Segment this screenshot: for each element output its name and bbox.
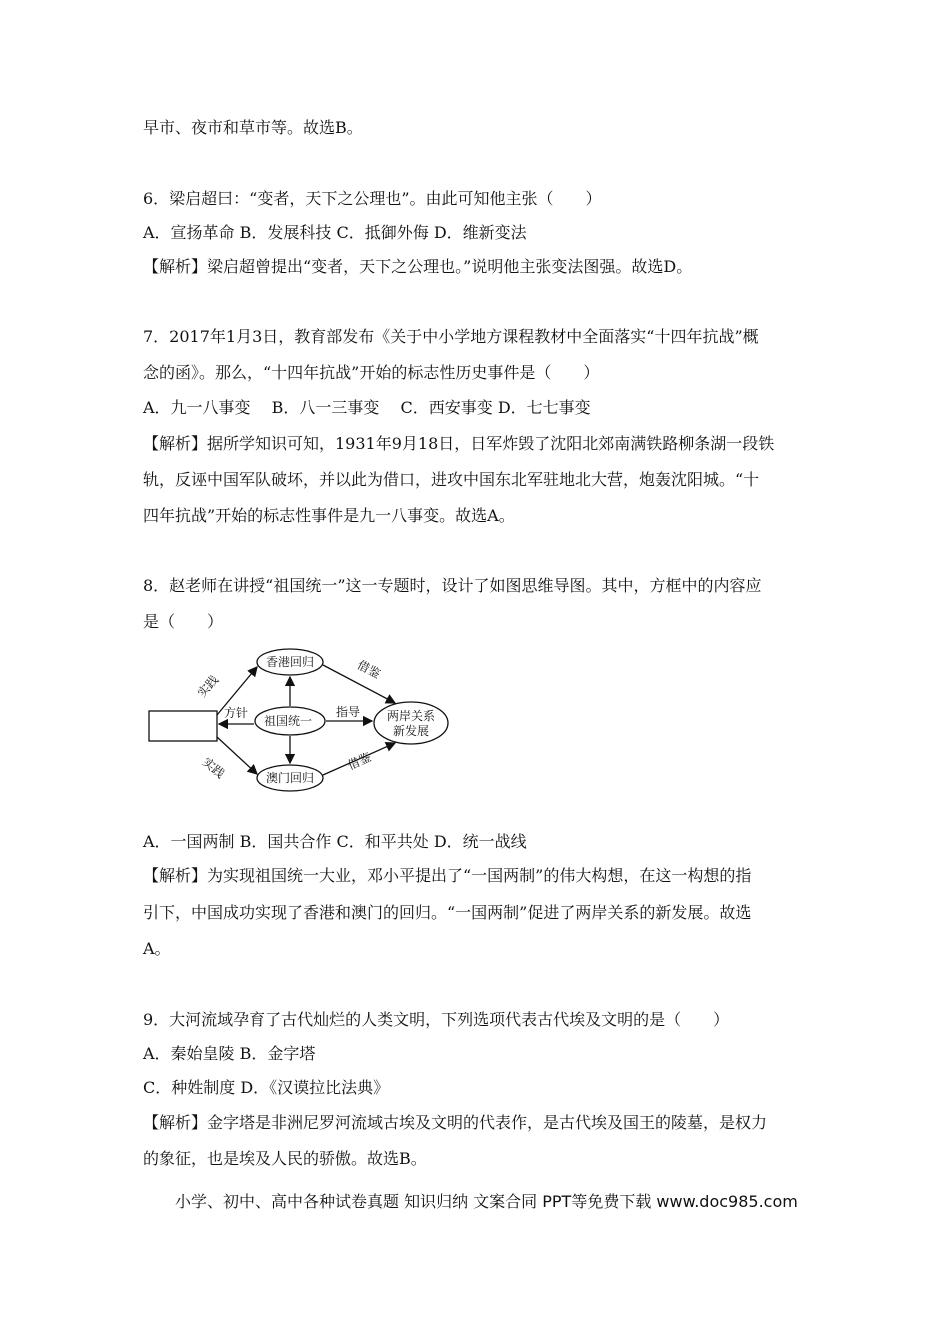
label-practice-top: 实践 <box>194 672 222 700</box>
page-footer: 小学、初中、高中各种试卷真题 知识归纳 文案合同 PPT等免费下载 www.doc985.com <box>175 1192 798 1211</box>
answer-box <box>149 711 217 741</box>
label-center: 祖国统一 <box>263 714 313 728</box>
question-6-stem: 6．梁启超曰：“变者，天下之公理也”。由此可知他主张（ ） <box>143 189 602 208</box>
question-7-options: A．九一八事变 B．八一三事变 C．西安事变 D．七七事变 <box>143 398 591 417</box>
label-macau: 澳门回归 <box>265 771 315 785</box>
label-policy: 方针 <box>223 706 249 720</box>
label-practice-bottom: 实践 <box>199 754 228 782</box>
question-6-analysis: 【解析】梁启超曾提出“变者，天下之公理也。”说明他主张变法图强。故选D。 <box>143 257 693 276</box>
question-8-analysis: A。 <box>143 939 171 958</box>
question-7-stem: 念的函》。那么，“十四年抗战”开始的标志性历史事件是（ ） <box>143 363 600 382</box>
label-reference-top: 借鉴 <box>354 657 383 682</box>
question-7-analysis: 四年抗战”开始的标志性事件是九一八事变。故选A。 <box>143 506 515 525</box>
question-8-analysis: 【解析】为实现祖国统一大业，邓小平提出了“一国两制”的伟大构想，在这一构想的指 <box>143 866 752 885</box>
label-guide: 指导 <box>335 705 361 719</box>
mind-map-diagram <box>143 645 483 815</box>
question-8-stem: 8．赵老师在讲授“祖国统一”这一专题时，设计了如图思维导图。其中，方框中的内容应 <box>143 576 762 595</box>
question-9-analysis: 【解析】金字塔是非洲尼罗河流域古埃及文明的代表作，是古代埃及国王的陵墓，是权力 <box>143 1113 768 1132</box>
question-7-analysis: 轨，反诬中国军队破坏，并以此为借口，进攻中国东北军驻地北大营，炮轰沈阳城。“十 <box>143 470 760 489</box>
question-7-stem: 7．2017年1月3日，教育部发布《关于中小学地方课程教材中全面落实“十四年抗战”概 <box>143 327 759 346</box>
label-hk: 香港回归 <box>265 655 315 669</box>
question-8-analysis: 引下，中国成功实现了香港和澳门的回归。“一国两制”促进了两岸关系的新发展。故选 <box>143 903 752 922</box>
question-7-analysis: 【解析】据所学知识可知，1931年9月18日，日军炸毁了沈阳北郊南满铁路柳条湖一段铁 <box>143 434 775 453</box>
label-cross-strait-2: 新发展 <box>392 724 430 738</box>
question-9-stem: 9．大河流域孕育了古代灿烂的人类文明，下列选项代表古代埃及文明的是（ ） <box>143 1010 730 1029</box>
label-cross-strait-1: 两岸关系 <box>386 709 436 723</box>
question-8-options: A．一国两制 B．国共合作 C．和平共处 D．统一战线 <box>143 832 527 851</box>
question-8-stem: 是（ ） <box>143 612 224 631</box>
text-line: 早市、夜市和草市等。故选B。 <box>143 118 363 137</box>
question-9-analysis: 的象征，也是埃及人民的骄傲。故选B。 <box>143 1149 427 1168</box>
question-6-options: A．宣扬革命 B．发展科技 C．抵御外侮 D．维新变法 <box>143 223 527 242</box>
question-9-options: A．秦始皇陵 B．金字塔 <box>143 1044 316 1063</box>
question-9-options: C．种姓制度 D．《汉谟拉比法典》 <box>143 1078 390 1097</box>
label-reference-bottom: 借鉴 <box>345 750 374 773</box>
